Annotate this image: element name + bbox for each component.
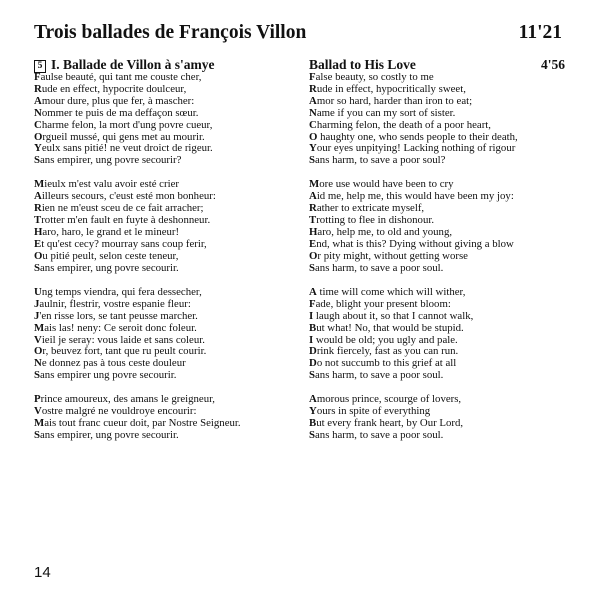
english-text-column	[309, 57, 565, 454]
verse-line: Or pity might, without getting worse	[309, 249, 468, 262]
verse-line: But every frank heart, by Our Lord,	[309, 417, 464, 430]
stanza	[34, 72, 296, 167]
verse-line: Ne donnez pas à tous ceste douleur	[34, 357, 186, 370]
verse-line: More use would have been to cry	[309, 178, 454, 191]
verse-line: I would be old; you ugly and pale.	[309, 333, 458, 346]
verse-line: But what! No, that would be stupid.	[309, 321, 464, 334]
verse-line: Faulse beauté, qui tant me couste cher,	[34, 71, 202, 83]
stanza	[34, 179, 296, 274]
verse-line: Ailleurs secours, c'eust esté mon bonheur:	[34, 190, 216, 203]
verse-line: Rather to extricate myself,	[309, 202, 425, 215]
verse-line: End, what is this? Dying without giving a blow	[309, 237, 514, 250]
french-text-column	[34, 57, 296, 454]
verse-line: Sans harm, to save a poor soul.	[309, 261, 444, 274]
verse-line: Name if you can my sort of sister.	[309, 106, 456, 119]
verse-line: Nommer te puis de ma deffaçon sœur.	[34, 106, 199, 119]
verse-line: Sans empirer ung povre secourir.	[34, 369, 177, 382]
verse-line: Orgueil mussé, qui gens met au mourir.	[34, 130, 205, 143]
verse-line: Amor so hard, harder than iron to eat;	[309, 94, 473, 107]
track-duration: 4'56	[540, 57, 565, 72]
french-stanzas	[34, 72, 296, 442]
stanza	[309, 72, 565, 167]
verse-line: I laugh about it, so that I cannot walk,	[309, 309, 474, 322]
verse-line: Your eyes unpitying! Lacking nothing of rigour	[309, 142, 516, 155]
total-duration: 11'21	[518, 22, 562, 43]
verse-line: Do not succumb to this grief at all	[309, 357, 457, 370]
verse-line: False beauty, so costly to me	[309, 71, 434, 83]
stanza	[309, 287, 565, 382]
page-title: Trois ballades de François Villon	[34, 22, 307, 43]
verse-line: O haughty one, who sends people to their death,	[309, 130, 518, 143]
verse-line: Jaulnir, flestrir, vostre espanie fleur:	[34, 297, 191, 310]
verse-line: Prince amoureux, des amans le greigneur,	[34, 393, 215, 406]
english-heading-text: Ballad to His Love	[309, 57, 416, 72]
verse-line: Haro, haro, le grand et le mineur!	[34, 226, 180, 239]
verse-line: Aid me, help me, this would have been my joy:	[309, 190, 514, 203]
stanza	[34, 394, 296, 442]
page-number: 14	[34, 564, 51, 581]
verse-line: Ou pitié peult, selon ceste teneur,	[34, 249, 179, 262]
verse-line: Rude en effect, hypocrite doulceur,	[34, 82, 187, 95]
verse-line: Mais tout franc cueur doit, par Nostre Seigneur.	[34, 417, 241, 430]
verse-line: Sans empirer, ung povre secourir.	[34, 261, 179, 274]
french-heading-text: I. Ballade de Villon à s'amye	[51, 57, 215, 72]
verse-line: Vieil je seray: vous laide et sans coleur.	[34, 333, 205, 346]
stanza	[309, 394, 565, 442]
english-heading	[309, 57, 565, 72]
page-header	[34, 22, 562, 48]
verse-line: Sans harm, to save a poor soul.	[309, 429, 444, 442]
track-number-badge: 5	[34, 60, 46, 73]
stanza	[34, 287, 296, 382]
stanza	[309, 179, 565, 274]
verse-line: Vostre malgré ne vouldroye encourir:	[34, 405, 197, 418]
verse-line: Et qu'est cecy? mourray sans coup ferir,	[34, 237, 207, 250]
verse-line: Mieulx m'est valu avoir esté crier	[34, 178, 179, 191]
verse-line: Rien ne m'eust sceu de ce fait arracher;	[34, 202, 204, 215]
french-heading	[34, 57, 296, 72]
verse-line: Ung temps viendra, qui fera dessecher,	[34, 285, 202, 298]
verse-line: Drink fiercely, fast as you can run.	[309, 345, 459, 358]
verse-line: Trotter m'en fault en fuyte à deshonneur.	[34, 214, 211, 227]
verse-line: Sans empirer, ung povre secourir.	[34, 429, 179, 442]
verse-line: A time will come which will wither,	[309, 285, 466, 298]
verse-line: Sans harm, to save a poor soul.	[309, 369, 444, 382]
verse-line: Rude in effect, hypocritically sweet,	[309, 82, 466, 95]
verse-line: Haro, help me, to old and young,	[309, 226, 453, 239]
verse-line: Amorous prince, scourge of lovers,	[309, 393, 462, 406]
english-stanzas	[309, 72, 565, 442]
verse-line: Sans harm, to save a poor soul?	[309, 154, 446, 167]
verse-line: Or, beuvez fort, tant que ru peult courir.	[34, 345, 207, 358]
verse-line: Amour dure, plus que fer, à mascher:	[34, 94, 195, 107]
verse-line: Fade, blight your present bloom:	[309, 297, 451, 310]
verse-line: Trotting to flee in dishonour.	[309, 214, 435, 227]
verse-line: Charme felon, la mort d'ung povre cueur,	[34, 118, 213, 131]
verse-line: Sans empirer, ung povre secourir?	[34, 154, 182, 167]
verse-line: Mais las! neny: Ce seroit donc foleur.	[34, 321, 197, 334]
verse-line: Yeulx sans pitié! ne veut droict de rigeur.	[34, 142, 213, 155]
verse-line: J'en risse lors, se tant peusse marcher.	[34, 309, 198, 322]
verse-line: Charming felon, the death of a poor heart,	[309, 118, 491, 131]
verse-line: Yours in spite of everything	[309, 405, 431, 418]
